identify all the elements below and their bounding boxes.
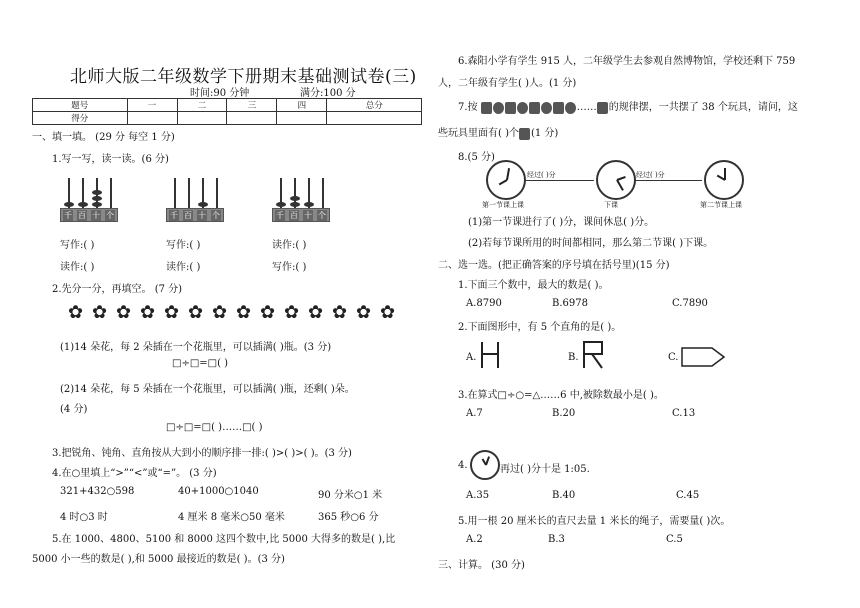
abacus-2: 千 百 十 个 bbox=[166, 176, 224, 224]
flower-icon: ✿ bbox=[236, 302, 252, 323]
q2a-text: (1)14 朵花，每 2 朵插在一个花瓶里，可以插满( )瓶。(3 分) bbox=[60, 342, 332, 353]
score-header: 一 bbox=[127, 99, 177, 112]
time-info: 时间:90 分钟 bbox=[190, 88, 250, 99]
score-cell[interactable] bbox=[277, 112, 327, 125]
flower-icon: ✿ bbox=[116, 302, 132, 323]
choice-option[interactable]: A. bbox=[466, 352, 477, 363]
choice-option[interactable]: B. bbox=[568, 352, 579, 363]
shape-h-icon bbox=[478, 340, 502, 370]
write-blank[interactable]: 写作:( ) bbox=[272, 262, 307, 273]
choice-option[interactable]: A.8790 bbox=[466, 298, 502, 309]
score-header: 三 bbox=[227, 99, 277, 112]
arrow-line bbox=[634, 180, 702, 181]
choice-option[interactable]: C.7890 bbox=[672, 298, 708, 309]
shape-flag-icon bbox=[580, 340, 606, 370]
toy-robot-icon bbox=[529, 102, 540, 114]
q8b-text: (2)若每节课所用的时间都相同，那么第二节课( )下课。 bbox=[468, 238, 714, 249]
choice-5-text: 5.用一根 20 厘米长的直尺去量 1 米长的绳子，需要量( )次。 bbox=[458, 516, 731, 527]
flower-icon: ✿ bbox=[188, 302, 204, 323]
compare-item[interactable]: 40+1000○1040 bbox=[178, 486, 259, 497]
section-2-heading: 二、选一选。(把正确答案的序号填在括号里)(15 分) bbox=[438, 260, 670, 271]
flower-icon: ✿ bbox=[356, 302, 372, 323]
score-cell[interactable] bbox=[327, 112, 422, 125]
choice-option[interactable]: C.13 bbox=[672, 408, 696, 419]
score-header: 总分 bbox=[327, 99, 422, 112]
score-row-label: 得分 bbox=[33, 112, 128, 125]
write-blank[interactable]: 写作:( ) bbox=[166, 240, 201, 251]
arrow-line bbox=[524, 180, 594, 181]
read-blank[interactable]: 读作:( ) bbox=[166, 262, 201, 273]
toy-robot-icon bbox=[597, 102, 608, 114]
clock-icon bbox=[486, 160, 526, 200]
q7-line2: 些玩具里面有( )个 (1 分) bbox=[438, 128, 559, 139]
toy-robot-icon bbox=[505, 102, 516, 114]
toy-ball-icon bbox=[565, 102, 576, 114]
q2a-equation[interactable]: □÷□=□( ) bbox=[172, 358, 229, 369]
q5-text-line2: 5000 小一些的数是( ),和 5000 最接近的数是( )。(3 分) bbox=[32, 554, 285, 565]
toy-robot-icon bbox=[553, 102, 564, 114]
flower-icon: ✿ bbox=[68, 302, 84, 323]
compare-item[interactable]: 90 分米○1 米 bbox=[318, 490, 383, 501]
choice-option[interactable]: A.35 bbox=[466, 490, 490, 501]
q8a-text: (1)第一节课进行了( )分，课间休息( )分。 bbox=[468, 217, 655, 228]
choice-3-text: 3.在算式□÷○=△……6 中,被除数最小是( )。 bbox=[458, 390, 664, 401]
page-title: 北师大版二年级数学下册期末基础测试卷(三) bbox=[70, 67, 417, 87]
flower-icon: ✿ bbox=[308, 302, 324, 323]
flower-icon: ✿ bbox=[260, 302, 276, 323]
score-header: 二 bbox=[177, 99, 227, 112]
q5-text-line1: 5.在 1000、4800、5100 和 8000 这四个数中,比 5000 大得多的数是( ),比 bbox=[52, 534, 396, 545]
flower-icon: ✿ bbox=[92, 302, 108, 323]
toy-ball-icon bbox=[517, 102, 528, 114]
choice-2-text: 2.下面图形中，有 5 个直角的是( )。 bbox=[458, 322, 622, 333]
score-header: 题号 bbox=[33, 99, 128, 112]
score-info: 满分:100 分 bbox=[300, 88, 356, 99]
q2-text: 2.先分一分，再填空。 (7 分) bbox=[52, 284, 183, 295]
toy-ball-icon bbox=[541, 102, 552, 114]
read-blank[interactable]: 读作:( ) bbox=[272, 240, 307, 251]
clock-label: 第一节课上课 bbox=[482, 201, 524, 209]
choice-option[interactable]: B.20 bbox=[552, 408, 576, 419]
abacus-3: 千 百 十 个 bbox=[272, 176, 330, 224]
section-3-heading: 三、计算。 (30 分) bbox=[438, 560, 525, 571]
q7-line1: 7.按 …… 的规律摆，一共摆了 38 个玩具，请问，这 bbox=[458, 102, 798, 113]
score-cell[interactable] bbox=[127, 112, 177, 125]
flower-icon: ✿ bbox=[212, 302, 228, 323]
q6-line1: 6.森阳小学有学生 915 人，二年级学生去参观自然博物馆，学校还剩下 759 bbox=[458, 56, 796, 67]
flower-icon: ✿ bbox=[140, 302, 156, 323]
q6-line2: 人，二年级有学生( )人。(1 分) bbox=[438, 78, 577, 89]
shape-pencil-icon bbox=[680, 346, 726, 368]
choice-option[interactable]: B.40 bbox=[552, 490, 576, 501]
q2b-text: (2)14 朵花，每 5 朵插在一个花瓶里，可以插满( )瓶，还剩( )朵。 bbox=[60, 384, 355, 395]
compare-item[interactable]: 365 秒○6 分 bbox=[318, 512, 379, 523]
q8-text: 8.(5 分) bbox=[458, 152, 495, 163]
choice-option[interactable]: C.5 bbox=[666, 534, 683, 545]
clock-label: 第二节课上课 bbox=[700, 201, 742, 209]
clock-icon bbox=[470, 450, 500, 480]
clock-icon bbox=[704, 160, 744, 200]
q2b-points: (4 分) bbox=[60, 404, 88, 415]
abacus-1: 千 百 十 个 bbox=[60, 176, 118, 224]
choice-option[interactable]: C.45 bbox=[676, 490, 700, 501]
choice-4-text: 再过( )分十是 1:05. bbox=[500, 464, 590, 475]
choice-option[interactable]: C. bbox=[668, 352, 679, 363]
arrow-label: 经过( )分 bbox=[636, 171, 665, 179]
q4-text: 4.在○里填上“>”“<”或“=”。 (3 分) bbox=[52, 468, 217, 479]
score-table bbox=[32, 98, 422, 125]
choice-option[interactable]: B.6978 bbox=[552, 298, 588, 309]
clock-icon bbox=[596, 160, 636, 200]
write-blank[interactable]: 写作:( ) bbox=[60, 240, 95, 251]
flower-icon: ✿ bbox=[380, 302, 396, 323]
choice-option[interactable]: A.2 bbox=[466, 534, 483, 545]
section-1-heading: 一、填一填。 (29 分 每空 1 分) bbox=[32, 132, 175, 143]
arrow-label: 经过( )分 bbox=[527, 171, 556, 179]
score-header: 四 bbox=[277, 99, 327, 112]
read-blank[interactable]: 读作:( ) bbox=[60, 262, 95, 273]
toy-robot-icon bbox=[481, 102, 492, 114]
flower-icon: ✿ bbox=[284, 302, 300, 323]
flower-icon: ✿ bbox=[164, 302, 180, 323]
choice-option[interactable]: A.7 bbox=[466, 408, 483, 419]
compare-item[interactable]: 321+432○598 bbox=[60, 486, 135, 497]
score-cell[interactable] bbox=[177, 112, 227, 125]
q2b-equation[interactable]: □÷□=□( )……□( ) bbox=[166, 422, 263, 433]
flower-icon: ✿ bbox=[332, 302, 348, 323]
q1-text: 1.写一写，读一读。(6 分) bbox=[52, 154, 169, 165]
compare-item[interactable]: 4 厘米 8 毫米○50 毫米 bbox=[178, 512, 285, 523]
choice-1-text: 1.下面三个数中，最大的数是( )。 bbox=[458, 280, 609, 291]
q3-text: 3.把锐角、钝角、直角按从大到小的顺序排一排:( )>( )>( )。(3 分) bbox=[52, 448, 352, 459]
compare-item[interactable]: 4 时○3 时 bbox=[60, 512, 108, 523]
choice-option[interactable]: B.3 bbox=[548, 534, 565, 545]
toy-robot-icon bbox=[519, 128, 530, 140]
clock-label: 下课 bbox=[604, 201, 618, 209]
choice-4-number: 4. bbox=[458, 460, 468, 471]
score-cell[interactable] bbox=[227, 112, 277, 125]
toy-ball-icon bbox=[493, 102, 504, 114]
